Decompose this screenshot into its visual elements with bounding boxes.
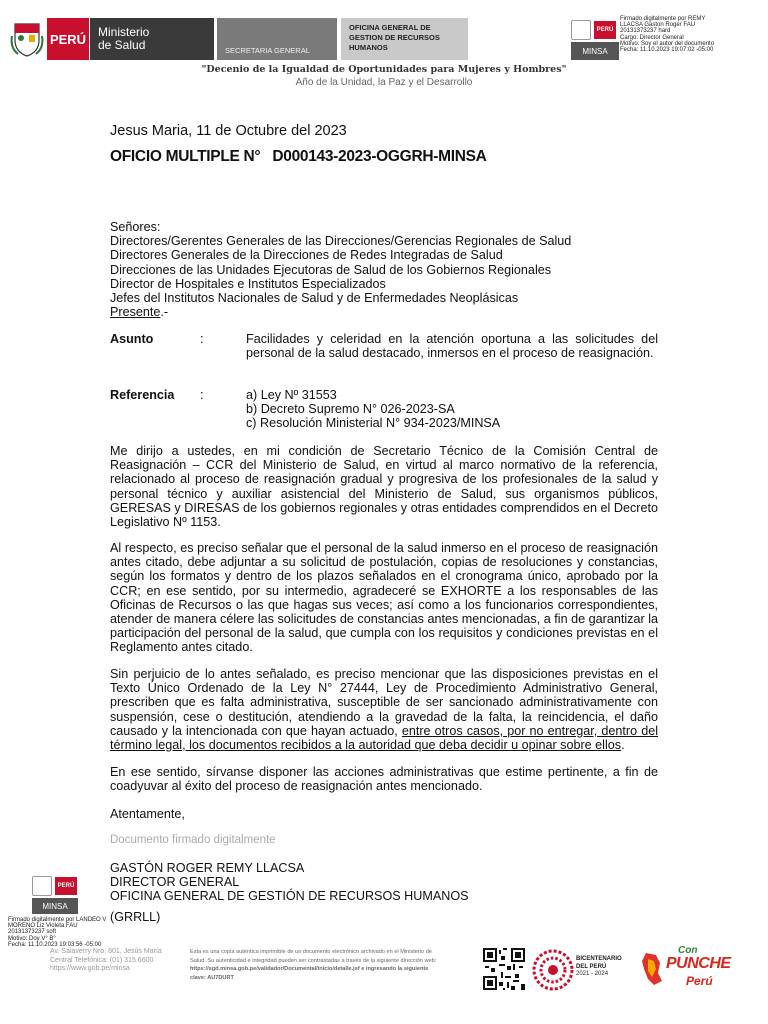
- signer-title: DIRECTOR GENERAL: [110, 875, 240, 890]
- referencia-item: a) Ley Nº 31553: [246, 388, 337, 402]
- recipients-block: [110, 220, 670, 319]
- paragraph-2: Al respecto, es preciso señalar que el personal de la salud inmerso en el proceso de reasignación antes citado, debe adjuntar a su solicitud de postulación, copias de resoluciones y constancias, según los formatos y dentro de los plazos señalados en el cronograma único, aprobado por la CCR; en ese sentido, por su intermedio, agradeceré se EXHORTE a los responsables de las Oficinas de Recursos o las que hagas sus veces; así como a los funcionarios correspondientes, atender de manera célere las solicitudes de constancias antes mencionadas, a fin de garantizar la participación del personal de la salud, que cumpla con los requisitos y condiciones previstas en el Reglamento antes citado.: [110, 541, 658, 655]
- ministerio-line: Ministerio: [98, 25, 150, 39]
- ministerio-line: de Salud: [98, 38, 146, 52]
- digital-signature-stamp: PERÚ MINSA: [571, 18, 619, 60]
- paragraph-4: En ese sentido, sírvanse disponer las acciones administrativas que estime pertinente, a fin de coadyuvar al éxito del proceso de reasignación antes mencionado.: [110, 765, 658, 794]
- footer-address: Av. Salaverry Nro. 801, Jesús María Central Telefónica: (01) 315 6600 https://www.gob.pe/minsa: [50, 948, 190, 974]
- referencia-list: [246, 388, 658, 431]
- signer-name: GASTÓN ROGER REMY LLACSA: [110, 861, 305, 875]
- referencia-item: c) Resolución Ministerial N° 934-2023/MINSA: [246, 416, 501, 431]
- letter-date: Jesus Maria, 11 de Octubre del 2023: [110, 123, 347, 139]
- footer-authenticity-note: Esta es una copia auténtica imprimible de un documento electrónico archivado en el Ministerio de Salud. Su autenticidad e integridad pueden ser contrastadas a través de la siguiente dirección web: https://sgd.minsa.gob.pe/validador/Documental/inicio/detalle.jsf e ingresando la siguiente clave: AU7DURT: [190, 948, 468, 982]
- decenio-slogan: "Decenio de la Igualdad de Oportunidades para Mujeres y Hombres": [201, 64, 567, 75]
- initials: (GRRLL): [110, 910, 161, 924]
- peru-map-icon: [640, 951, 664, 987]
- bicentenario-text: BICENTENARIO DEL PERÚ 2021 - 2024: [576, 956, 622, 977]
- recipient-line: Directores/Gerentes Generales de las Direcciones/Gerencias Regionales de Salud: [110, 234, 572, 249]
- coat-of-arms-icon: [571, 20, 591, 40]
- asunto-text: Facilidades y celeridad en la atención oportuna a las solicitudes del personal de la salud destacado, inmersos en el proceso de reasignación.: [246, 332, 658, 361]
- year-slogan: Año de la Unidad, la Paz y el Desarrollo: [295, 77, 473, 88]
- closing: Atentamente,: [110, 807, 185, 821]
- oficina-block: OFICINA GENERAL DE GESTION DE RECURSOS HUMANOS: [341, 18, 468, 60]
- recipient-line: Directores Generales de la Direcciones de Redes Integradas de Salud: [110, 248, 503, 263]
- asunto-label: Asunto: [110, 332, 154, 346]
- referencia-colon: :: [200, 388, 204, 402]
- asunto-colon: :: [200, 332, 204, 346]
- peru-brand-block: PERÚ: [47, 18, 89, 60]
- qr-code-icon: [483, 948, 525, 990]
- peru-coat-of-arms-icon: [10, 18, 44, 58]
- validator-link[interactable]: https://sgd.minsa.gob.pe/validador/Documental/inicio/detalle.jsf e ingresando la siguiente: [190, 966, 429, 973]
- signer-block: [110, 861, 510, 904]
- con-punche-peru-logo: Con PUNCHE Perú: [640, 945, 730, 993]
- recipient-line: Direcciones de las Unidades Ejecutoras de Salud de los Gobiernos Regionales: [110, 262, 552, 277]
- oficio-number: OFICIO MULTIPLE N° D000143-2023-OGGRH-MINSA: [110, 148, 487, 165]
- bicentenario-emblem-icon: [531, 948, 575, 992]
- digitally-signed-note: Documento firmado digitalmente: [110, 834, 276, 846]
- referencia-label: Referencia: [110, 388, 175, 402]
- minsa-website-link[interactable]: https://www.gob.pe/minsa: [50, 965, 130, 972]
- salutation: Señores:: [110, 220, 161, 234]
- referencia-item: b) Decreto Supremo N° 026-2023-SA: [246, 402, 455, 417]
- signer-office: OFICINA GENERAL DE GESTIÓN DE RECURSOS HUMANOS: [110, 889, 469, 904]
- presente-line: Presente.-: [110, 305, 169, 320]
- paragraph-3: Sin perjuicio de lo antes señalado, es preciso mencionar que las disposiciones previstas en el Texto Único Ordenado de la Ley N° 27444, Ley de Procedimiento Administrativo General, prescriben que es falta administrativa, susceptible de ser sancionado administrativamente con suspensión, cese o destitución, atendiendo a la gravedad de la falta, la reincidencia, el daño causado y la intencionada con que hayan actuado, entre otros casos, por no entregar, dentro del término legal, los documentos recibidos a la autoridad que deba decidir u opinar sobre ellos.: [110, 667, 659, 753]
- underlined-clause: entre otros casos, por no entregar, dentro del término legal, los documentos recibidos a la autoridad que deba decidir u opinar sobre ellos: [110, 723, 659, 753]
- ministerio-brand-block: [90, 18, 214, 60]
- visto-bueno-text: Firmado digitalmente por LANDEO V MORENO Liz Violeta FAU 20131373237 soft Motivo: Doy V° B° Fecha: 11.10.2023 19:03:56 -05:00: [8, 917, 107, 948]
- digital-signature-text: Firmado digitalmente por REMY LLACSA Gaston Roger FAU 20131373237 hard Cargo: Director General Motivo: Soy el autor del documento Fecha: 11.10.2023 19:07:02 -05:00: [620, 16, 715, 54]
- coat-of-arms-icon: [32, 876, 52, 896]
- recipient-line: Director de Hospitales e Institutos Especializados: [110, 276, 386, 291]
- recipient-line: Jefes del Institutos Nacionales de Salud y de Enfermedades Neoplásicas: [110, 291, 519, 306]
- paragraph-1: Me dirijo a ustedes, en mi condición de Secretario Técnico de la Comisión Central de Reasignación – CCR del Ministerio de Salud, en virtud al marco normativo de la referencia, relacionado al proceso de reasignación gradual y progresiva de los profesionales de la salud y personal técnico y auxiliar asistencial del Ministerio de Salud, sus organismos públicos, GERESAS y DIRESAS de los gobiernos regionales y otras entidades comprendidos en el Decreto Legislativo Nº 1153.: [110, 444, 658, 530]
- visto-bueno-stamp: PERÚ MINSA: [32, 874, 78, 914]
- secretaria-block: SECRETARIA GENERAL: [217, 18, 337, 60]
